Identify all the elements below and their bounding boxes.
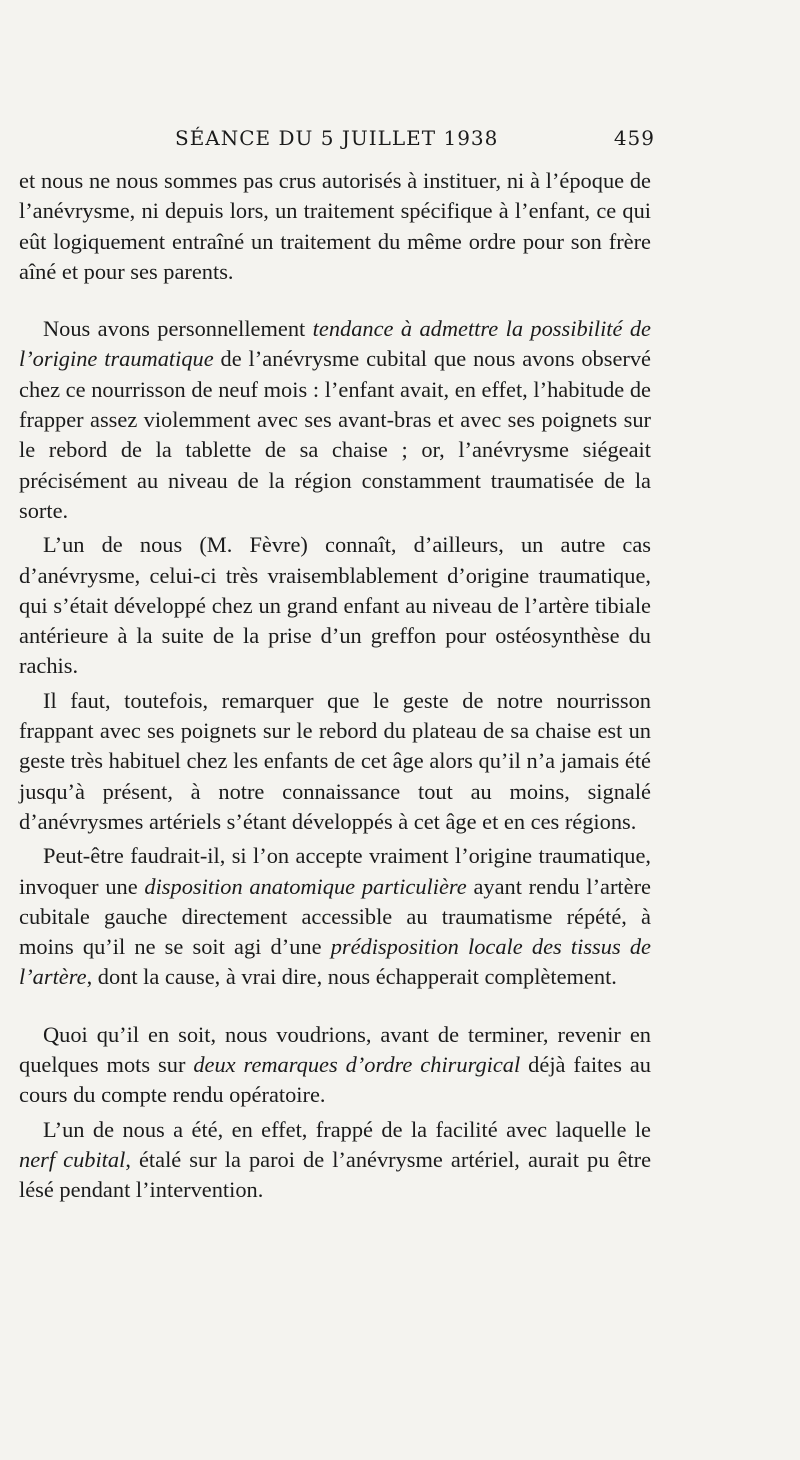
text-run: Nous avons personnellement (43, 316, 313, 342)
italic-run: prédisposition locale des tissus de l’artère (19, 934, 651, 990)
paragraph-5 (19, 841, 651, 992)
text-run: , étalé sur la paroi de l’anévrysme artériel, aurait pu être lésé pendant l’intervention. (19, 1146, 652, 1203)
running-title: SÉANCE DU 5 JUILLET 1938 (175, 126, 499, 150)
paragraph-2 (19, 314, 651, 526)
text-run: Il faut, toutefois, remarquer que le geste de notre nourrisson frappant avec ses poignets sur le rebord du plateau de sa chaise est un geste très habituel chez les enfants de cet âge alors qu’il n’a jamais été jusqu’à présent, à notre connaissance tout au moins, signalé d’anévrysmes artériels s’étant développés à cet âge et en ces régions. (19, 687, 651, 834)
paragraph-7 (19, 1115, 651, 1206)
text-run: de l’anévrysme cubital que nous avons observé chez ce nourrisson de neuf mois : l’enfant avait, en effet, l’habitude de frapper assez violemment avec ses avant-bras et avec ses poignets sur le rebord de la tablette de sa chaise ; or, l’anévrysme siégeait précisément au niveau de la région constamment traumatisée de la sorte. (19, 346, 651, 523)
text-run: et nous ne nous sommes pas crus autorisés à instituer, ni à l’époque de l’anévrysme, ni depuis lors, un traitement spécifique à l’enfant, ce qui eût logiquement entraîné un traitement du même ordre pour son frère aîné et pour ses parents. (19, 168, 651, 284)
text-run: déjà faites au cours du compte rendu opératoire. (19, 1052, 651, 1108)
text-run: L’un de nous (M. Fèvre) connaît, d’ailleurs, un autre cas d’anévrysme, celui-ci très vraisemblablement d’origine traumatique, qui s’était développé chez un grand enfant au niveau de l’artère tibiale antérieure à la suite de la prise d’un greffon pour ostéosynthèse du rachis. (19, 532, 651, 679)
italic-run: deux remarques d’ordre chirurgical (193, 1052, 521, 1078)
text-run: Quoi qu’il en soit, nous voudrions, avant de terminer, revenir en quelques mots sur (19, 1021, 651, 1078)
italic-run: nerf cubital (19, 1146, 126, 1172)
text-run: Peut-être faudrait-il, si l’on accepte vraiment l’origine traumatique, invoquer une (19, 843, 651, 899)
text-run: , dont la cause, à vrai dire, nous échapperait complètement. (86, 964, 617, 990)
paragraph-6 (19, 1020, 651, 1111)
running-header (175, 122, 655, 156)
text-run: L’un de nous a été, en effet, frappé de la facilité avec laquelle le (43, 1116, 651, 1142)
paragraph-4 (19, 686, 651, 837)
paragraph-1 (19, 166, 651, 287)
paragraph-3 (19, 530, 651, 681)
body-text (19, 166, 651, 1206)
italic-run: disposition anatomique particulière (144, 873, 467, 899)
page-number: 459 (613, 126, 655, 150)
italic-run: tendance à admettre la possibilité de l’origine traumatique (19, 316, 651, 372)
text-run: ayant rendu l’artère cubitale gauche directement accessible au traumatisme répété, à moins qu’il ne se soit agi d’une (19, 873, 651, 960)
